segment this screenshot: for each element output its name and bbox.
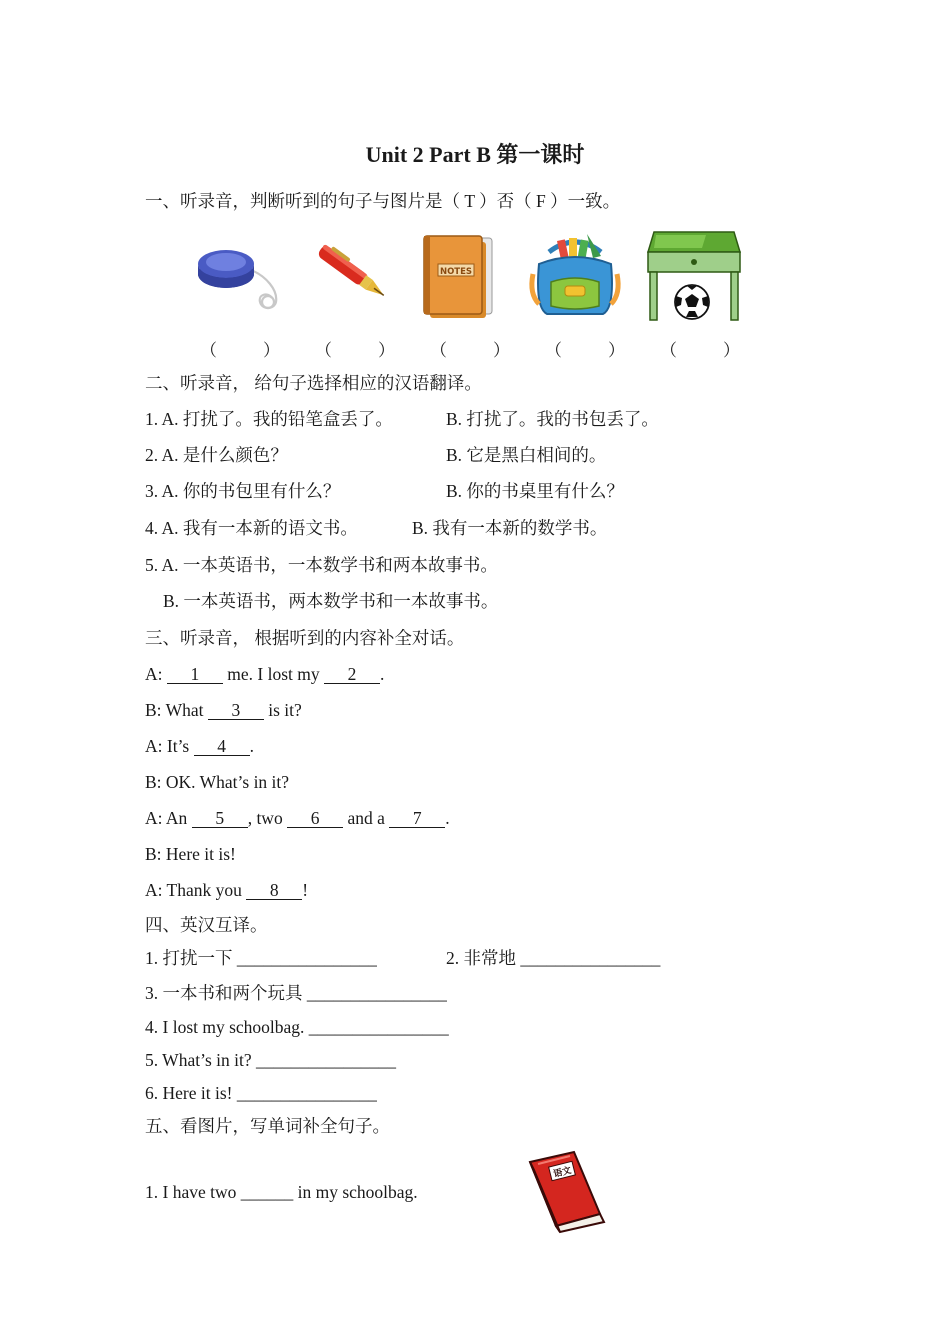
s2-q2-option-b: B. 它是黑白相间的。 [446, 445, 607, 465]
blank-8[interactable]: 8 [246, 881, 302, 900]
dialog-line-7: A: Thank you 8 ! [145, 880, 309, 900]
s2-q2-option-a: 2. A. 是什么颜色？ [145, 445, 288, 465]
s4-q1[interactable]: 1. 打扰一下 ________________ [145, 948, 377, 968]
s4-q6[interactable]: 6. Here it is! ________________ [145, 1083, 377, 1103]
blank-2[interactable]: 2 [324, 665, 380, 684]
s4-q2[interactable]: 2. 非常地 ________________ [446, 948, 661, 968]
dialog-line-4: B: OK. What’s in it? [145, 772, 290, 792]
s2-q1-option-b: B. 打扰了。我的书包丢了。 [446, 409, 659, 429]
pen-icon [313, 240, 395, 306]
page-title: Unit 2 Part B 第一课时 [365, 142, 585, 167]
section4-heading: 四、英汉互译。 [145, 915, 268, 935]
answer-paren-3[interactable]: （ ） [430, 341, 510, 360]
s4-q5[interactable]: 5. What’s in it? ________________ [145, 1050, 396, 1070]
chinese-book-icon [524, 1150, 608, 1234]
answer-paren-5[interactable]: （ ） [660, 341, 740, 360]
dialog-line-6: B: Here it is! [145, 844, 236, 864]
yoyo-icon [196, 240, 286, 312]
s4-q3[interactable]: 3. 一本书和两个玩具 ________________ [145, 983, 447, 1003]
schoolbag-icon [529, 234, 621, 318]
dialog-line-5: A: An 5 , two 6 and a 7 . [145, 808, 450, 828]
notebook-label: NOTES [439, 267, 473, 277]
s2-q4-option-a: 4. A. 我有一本新的语文书。 [145, 518, 358, 538]
s2-q5-option-b: B. 一本英语书，两本数学书和一本故事书。 [163, 591, 499, 611]
section1-heading: 一、听录音，判断听到的句子与图片是（ T ）否（ F ）一致。 [145, 191, 621, 211]
answer-paren-2[interactable]: （ ） [315, 341, 395, 360]
s2-q3-option-b: B. 你的书桌里有什么？ [446, 481, 624, 501]
blank-5[interactable]: 5 [192, 809, 248, 828]
section5-heading: 五、看图片，写单词补全句子。 [145, 1116, 390, 1136]
blank-7[interactable]: 7 [389, 809, 445, 828]
section2-heading: 二、听录音， 给句子选择相应的汉语翻译。 [145, 373, 482, 393]
section3-heading: 三、听录音， 根据听到的内容补全对话。 [145, 628, 465, 648]
s4-q4[interactable]: 4. I lost my schoolbag. ________________ [145, 1017, 449, 1037]
dialog-line-1: A: 1 me. I lost my 2 . [145, 664, 385, 684]
s5-q1[interactable]: 1. I have two ______ in my schoolbag. [145, 1182, 418, 1202]
blank-3[interactable]: 3 [208, 701, 264, 720]
dialog-line-2: B: What 3 is it? [145, 700, 302, 720]
s2-q1-option-a: 1. A. 打扰了。我的铅笔盒丢了。 [145, 409, 393, 429]
blank-1[interactable]: 1 [167, 665, 223, 684]
s2-q5-option-a: 5. A. 一本英语书，一本数学书和两本故事书。 [145, 555, 498, 575]
dialog-line-3: A: It’s 4 . [145, 736, 254, 756]
book-label: 语文 [552, 1165, 573, 1180]
s2-q4-option-b: B. 我有一本新的数学书。 [412, 518, 608, 538]
desk-icon [646, 230, 742, 322]
s2-q3-option-a: 3. A. 你的书包里有什么？ [145, 481, 341, 501]
blank-4[interactable]: 4 [194, 737, 250, 756]
answer-paren-1[interactable]: （ ） [200, 341, 280, 360]
blank-6[interactable]: 6 [287, 809, 343, 828]
notebook-icon [422, 234, 494, 318]
answer-paren-4[interactable]: （ ） [545, 341, 625, 360]
soccer-ball-icon [675, 285, 709, 319]
